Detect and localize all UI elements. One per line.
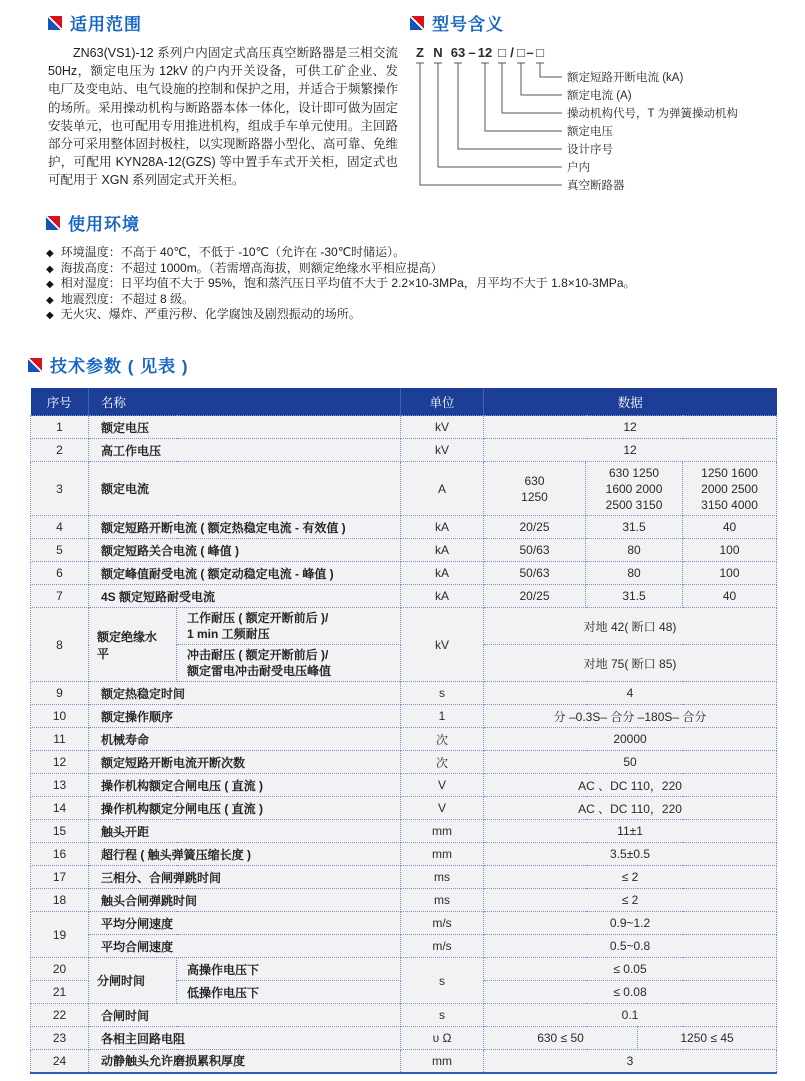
row-no: 11	[31, 728, 89, 751]
param-name: 额定电压	[89, 416, 401, 439]
diamond-bullet-icon: ◆	[46, 248, 54, 259]
table-row	[31, 1027, 777, 1050]
row-no: 22	[31, 1004, 89, 1027]
param-group-name: 额定绝缘水平	[89, 608, 177, 682]
param-value: 4	[484, 682, 777, 705]
row-no: 19	[31, 912, 89, 958]
param-value: 3	[484, 1050, 777, 1073]
table-row	[31, 608, 777, 645]
model-label: 操动机构代号，T 为弹簧操动机构	[567, 108, 739, 120]
env-list	[46, 245, 761, 323]
param-name: 高工作电压	[89, 439, 401, 462]
param-value: 对地 42( 断口 48)	[484, 608, 777, 645]
param-sub-name: 工作耐压 ( 额定开断前后 )/ 1 min 工频耐压	[177, 608, 401, 645]
list-item	[46, 292, 761, 308]
param-value: 630 ≤ 50	[484, 1027, 638, 1050]
param-name: 额定电流	[89, 462, 401, 516]
section-environment	[46, 210, 761, 323]
table-row	[31, 416, 777, 439]
table-row	[31, 958, 777, 981]
model-code-part: –	[526, 45, 534, 60]
param-name: 超行程 ( 触头弹簧压缩长度 )	[89, 843, 401, 866]
row-no: 6	[31, 562, 89, 585]
model-code-part: /	[510, 45, 514, 60]
list-item	[46, 307, 761, 323]
table-row	[31, 843, 777, 866]
table-row	[31, 1004, 777, 1027]
param-name: 动静触头允许磨损累积厚度	[89, 1050, 401, 1073]
param-unit: kA	[401, 516, 484, 539]
param-value: 80	[586, 562, 683, 585]
param-name: 操作机构额定分闸电压 ( 直流 )	[89, 797, 401, 820]
param-unit: kA	[401, 585, 484, 608]
model-label: 真空断路器	[567, 180, 625, 192]
model-designation-diagram	[410, 43, 800, 195]
row-no: 15	[31, 820, 89, 843]
row-no: 4	[31, 516, 89, 539]
row-no: 20	[31, 958, 89, 981]
param-name: 平均合闸速度	[89, 935, 401, 958]
row-no: 13	[31, 774, 89, 797]
row-no: 21	[31, 981, 89, 1004]
param-value: 对地 75( 断口 85)	[484, 645, 777, 682]
param-value: ≤ 0.05	[484, 958, 777, 981]
param-value: ≤ 2	[484, 866, 777, 889]
row-no: 2	[31, 439, 89, 462]
section-scope	[48, 10, 398, 190]
param-unit: mm	[401, 820, 484, 843]
param-value: 1250 ≤ 45	[638, 1027, 777, 1050]
row-no: 9	[31, 682, 89, 705]
param-value: 0.1	[484, 1004, 777, 1027]
table-row	[31, 797, 777, 820]
param-name: 机械寿命	[89, 728, 401, 751]
table-row	[31, 539, 777, 562]
param-value: 0.9~1.2	[484, 912, 777, 935]
row-no: 7	[31, 585, 89, 608]
row-no: 10	[31, 705, 89, 728]
param-value: 50/63	[484, 562, 586, 585]
param-sub-name: 高操作电压下	[177, 958, 401, 981]
model-label: 额定短路开断电流 (kA)	[567, 72, 684, 84]
table-row	[31, 439, 777, 462]
param-unit: kV	[401, 439, 484, 462]
table-header-row	[31, 388, 777, 416]
header-no: 序号	[31, 388, 89, 416]
list-item	[46, 276, 761, 292]
env-title-row	[46, 210, 761, 235]
param-name: 额定短路开断电流 ( 额定热稳定电流 - 有效值 )	[89, 516, 401, 539]
param-unit: A	[401, 462, 484, 516]
param-unit: kV	[401, 608, 484, 682]
model-label: 户内	[567, 162, 590, 174]
table-row	[31, 728, 777, 751]
table-row	[31, 705, 777, 728]
row-no: 24	[31, 1050, 89, 1073]
param-value: 630 1250 1600 2000 2500 3150	[586, 462, 683, 516]
model-title: 型号含义	[432, 15, 504, 34]
params-title: 技术参数 ( 见表 )	[50, 357, 189, 376]
param-value: AC 、DC 110，220	[484, 774, 777, 797]
param-value: 20/25	[484, 516, 586, 539]
table-row	[31, 1050, 777, 1073]
param-value: 1250 1600 2000 2500 3150 4000	[683, 462, 777, 516]
param-unit: m/s	[401, 935, 484, 958]
param-unit: 次	[401, 751, 484, 774]
param-value: 630 1250	[484, 462, 586, 516]
param-name: 触头开距	[89, 820, 401, 843]
row-no: 3	[31, 462, 89, 516]
env-item-text: 环境温度：不高于 40℃，不低于 -10℃（允许在 -30℃时储运）。	[60, 245, 406, 259]
param-name: 三相分、合闸弹跳时间	[89, 866, 401, 889]
params-title-row	[28, 352, 189, 377]
section-marker-icon	[410, 16, 424, 30]
table-row	[31, 516, 777, 539]
param-value: 3.5±0.5	[484, 843, 777, 866]
scope-title: 适用范围	[70, 15, 142, 34]
param-name: 各相主回路电阻	[89, 1027, 401, 1050]
table-row	[31, 889, 777, 912]
param-value: 100	[683, 539, 777, 562]
param-unit: mm	[401, 843, 484, 866]
header-name: 名称	[89, 388, 401, 416]
table-row	[31, 866, 777, 889]
param-unit: 1	[401, 705, 484, 728]
param-value: 12	[484, 439, 777, 462]
param-unit: m/s	[401, 912, 484, 935]
connector-line	[454, 63, 562, 149]
connector-line	[536, 63, 562, 77]
header-unit: 单位	[401, 388, 484, 416]
param-name: 触头合闸弹跳时间	[89, 889, 401, 912]
param-unit: ms	[401, 889, 484, 912]
param-name: 额定热稳定时间	[89, 682, 401, 705]
row-no: 14	[31, 797, 89, 820]
param-value: ≤ 2	[484, 889, 777, 912]
param-value: 50	[484, 751, 777, 774]
model-label: 额定电流 (A)	[567, 90, 632, 102]
list-item	[46, 261, 761, 277]
technical-parameters-table	[30, 388, 777, 1074]
param-value: 20/25	[484, 585, 586, 608]
model-code-part: –	[468, 45, 476, 60]
model-code-part: 63	[450, 45, 466, 60]
diamond-bullet-icon: ◆	[46, 263, 54, 275]
env-item-text: 无火灾、爆炸、严重污秽、化学腐蚀及剧烈振动的场所。	[60, 307, 361, 322]
table-row	[31, 820, 777, 843]
table-row	[31, 682, 777, 705]
scope-title-row	[48, 10, 398, 35]
env-item-text: 地震烈度：不超过 8 级。	[60, 291, 195, 306]
param-unit: kA	[401, 539, 484, 562]
env-title: 使用环境	[68, 215, 140, 234]
row-no: 1	[31, 416, 89, 439]
param-value: 40	[683, 585, 777, 608]
table-row	[31, 935, 777, 958]
model-code-box: □	[536, 45, 544, 60]
param-value: ≤ 0.08	[484, 981, 777, 1004]
diamond-bullet-icon: ◆	[46, 279, 54, 291]
model-label: 额定电压	[567, 126, 613, 138]
param-unit: V	[401, 797, 484, 820]
table-row	[31, 774, 777, 797]
param-value: 80	[586, 539, 683, 562]
diamond-bullet-icon: ◆	[46, 294, 54, 306]
connector-line	[434, 63, 562, 167]
table-row	[31, 585, 777, 608]
section-model	[410, 10, 800, 195]
model-code-part: 12	[477, 45, 493, 60]
param-unit: s	[401, 1004, 484, 1027]
model-code-box: □	[517, 45, 525, 60]
param-sub-name: 冲击耐压 ( 额定开断前后 )/ 额定雷电冲击耐受电压峰值	[177, 645, 401, 682]
param-name: 4S 额定短路耐受电流	[89, 585, 401, 608]
param-unit: kV	[401, 416, 484, 439]
param-name: 合闸时间	[89, 1004, 401, 1027]
param-unit: s	[401, 682, 484, 705]
diamond-bullet-icon: ◆	[46, 310, 54, 322]
param-value: 分 –0.3S– 合分 –180S– 合分	[484, 705, 777, 728]
model-code-part: Z	[416, 45, 424, 60]
param-unit: kA	[401, 562, 484, 585]
param-value: 0.5~0.8	[484, 935, 777, 958]
model-label: 设计序号	[567, 144, 613, 156]
param-unit: υ Ω	[401, 1027, 484, 1050]
row-no: 16	[31, 843, 89, 866]
param-name: 额定操作顺序	[89, 705, 401, 728]
param-name: 操作机构额定合闸电压 ( 直流 )	[89, 774, 401, 797]
param-unit: V	[401, 774, 484, 797]
row-no: 12	[31, 751, 89, 774]
table-row	[31, 751, 777, 774]
scope-paragraph: ZN63(VS1)-12 系列户内固定式高压真空断路器是三相交流 50Hz，额定电压为 12kV 的户内开关设备，可供工矿企业、发电厂及变电站、电气设施的控制和保护之用，并适合于频繁操作的场所。采用操动机构与断路器本体一体化，设计即可做为固定安装单元，也可配用专用推进机构，组成手车单元使用。主回路部分可采用整体固封极柱，以实现断路器小型化、高可靠、免维护，可配用 KYN28A-12(GZS) 等中置手车式开关柜，固定式也可配用于 XGN 系列固定式开关柜。	[48, 46, 399, 188]
env-item-text: 海拔高度：不超过 1000m。（若需增高海拔，则额定绝缘水平相应提高）	[60, 260, 443, 275]
row-no: 23	[31, 1027, 89, 1050]
model-code-box: □	[498, 45, 506, 60]
table-row	[31, 912, 777, 935]
param-unit: 次	[401, 728, 484, 751]
param-value: 50/63	[484, 539, 586, 562]
table-row	[31, 562, 777, 585]
param-unit: s	[401, 958, 484, 1004]
param-value: 40	[683, 516, 777, 539]
param-name: 额定峰值耐受电流 ( 额定动稳定电流 - 峰值 )	[89, 562, 401, 585]
param-value: AC 、DC 110，220	[484, 797, 777, 820]
section-marker-icon	[46, 216, 60, 230]
param-name: 额定短路开断电流开断次数	[89, 751, 401, 774]
param-value: 12	[484, 416, 777, 439]
model-code-part: N	[433, 45, 443, 60]
param-name: 平均分闸速度	[89, 912, 401, 935]
row-no: 18	[31, 889, 89, 912]
row-no: 5	[31, 539, 89, 562]
param-name: 额定短路关合电流 ( 峰值 )	[89, 539, 401, 562]
section-marker-icon	[48, 16, 62, 30]
section-marker-icon	[28, 358, 42, 372]
param-value: 31.5	[586, 516, 683, 539]
param-sub-name: 低操作电压下	[177, 981, 401, 1004]
param-value: 100	[683, 562, 777, 585]
env-item-text: 相对湿度：日平均值不大于 95%，饱和蒸汽压日平均值不大于 2.2×10-3MPa，月平均不大于 1.8×10-3MPa。	[60, 276, 636, 291]
row-no: 17	[31, 866, 89, 889]
param-unit: mm	[401, 1050, 484, 1073]
table-row	[31, 462, 777, 516]
param-unit: ms	[401, 866, 484, 889]
list-item	[46, 245, 761, 261]
param-value: 31.5	[586, 585, 683, 608]
row-no: 8	[31, 608, 89, 682]
param-value: 20000	[484, 728, 777, 751]
connector-line	[498, 63, 562, 113]
param-group-name: 分闸时间	[89, 958, 177, 1004]
param-value: 11±1	[484, 820, 777, 843]
header-data: 数据	[484, 388, 777, 416]
model-title-row	[410, 10, 800, 35]
